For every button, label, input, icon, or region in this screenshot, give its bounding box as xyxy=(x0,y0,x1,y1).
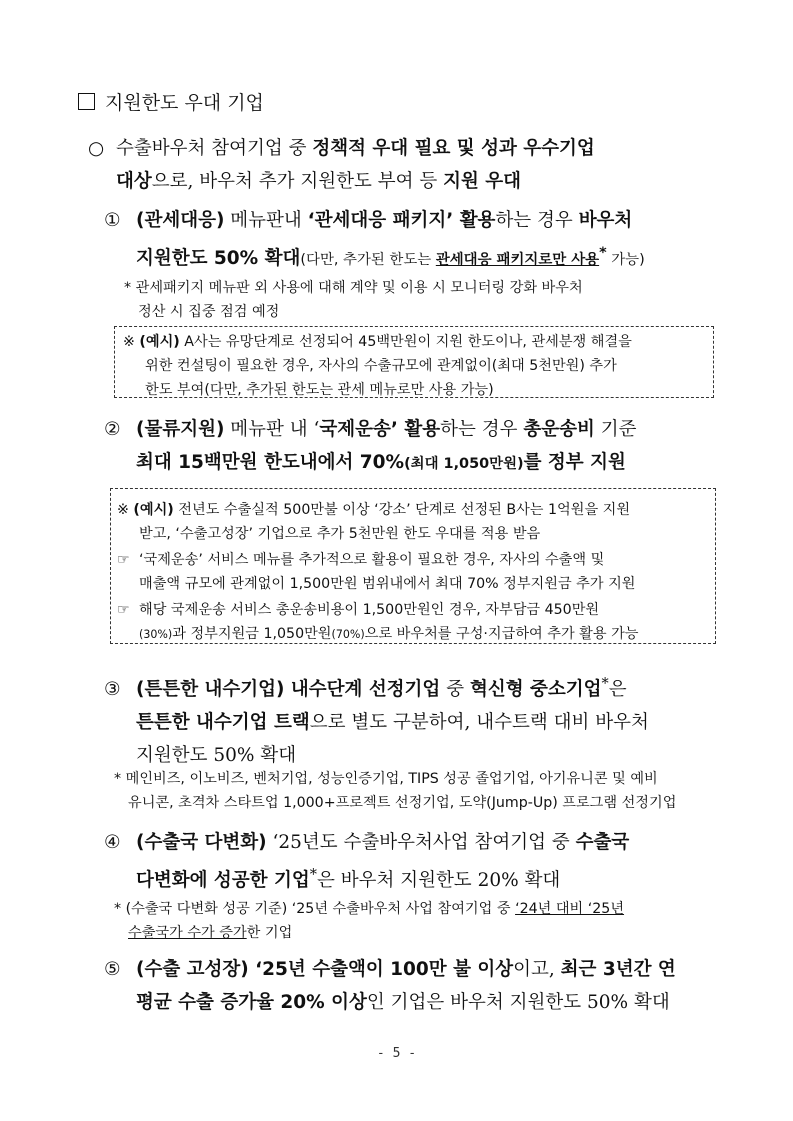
example-box-customs: ※ (예시) A사는 유망단계로 선정되어 45백만원이 지원 한도이나, 관세분쟁 해결을 위한 컨설팅이 필요한 경우, 자사의 수출규모에 관계없이(최대 5천만원) 추가 한도 부여(다만, 추가된 한도는 관세 메뉴로만 사용 가능) xyxy=(114,326,714,398)
section-title-text: 지원한도 우대 기업 xyxy=(105,92,264,114)
item-number: ⑤ xyxy=(104,959,121,980)
section-title xyxy=(78,88,793,118)
pointing-hand-icon: ☞ xyxy=(117,552,130,568)
pointing-hand-icon: ☞ xyxy=(117,602,130,618)
item-number: ② xyxy=(104,419,121,440)
item-customs-response: ① (관세대응) 메뉴판내 ‘관세대응 패키지’ 활용하는 경우 바우처 지원한도 50% 확대(다만, 추가된 한도는 관세대응 패키지로만 사용* 가능) xyxy=(104,204,720,277)
item-logistics-support: ② (물류지원) 메뉴판 내 ‘국제운송’ 활용하는 경우 총운송비 기준 최대 15백만원 한도내에서 70%(최대 1,050만원)를 정부 지원 xyxy=(104,413,720,481)
item-number: ④ xyxy=(104,832,121,853)
example-box-logistics: ※ (예시) 전년도 수출실적 500만불 이상 ‘강소’ 단계로 선정된 B사는 1억원을 지원 받고, ‘수출고성장’ 기업으로 추가 5천만원 한도 우대를 적용 받음 ☞ ‘국제운송’ 서비스 메뉴를 추가적으로 활용이 필요한 경우, 자사의 수출액 및 매출액 규모에 관계없이 1,500만원 범위내에서 최대 70% 정부지원금 추가 지원 ☞ 해당 국제운송 서비스 총운송비용이 1,500만원인 경우, 자부담금 450만원 (30%)과 정부지원금 1,050만원(70%)으로 바우처를 구성·지급하여 추가 활용 가능 xyxy=(110,488,716,644)
item-domestic-companies: ③ (튼튼한 내수기업) 내수단계 선정기업 중 혁신형 중소기업*은 튼튼한 내수기업 트랙으로 별도 구분하여, 내수트랙 대비 바우처 지원한도 50% 확대 xyxy=(104,668,720,772)
intro-paragraph: ○ 수출바우처 참여기업 중 정책적 우대 필요 및 성과 우수기업 대상으로, 바우처 추가 지원한도 부여 등 지원 우대 xyxy=(88,132,718,198)
item-export-diversification: ④ (수출국 다변화) ‘25년도 수출바우처사업 참여기업 중 수출국 다변화에 성공한 기업*은 바우처 지원한도 20% 확대 xyxy=(104,826,720,897)
footnote-customs-package: * 관세패키지 메뉴판 외 사용에 대해 계약 및 이용 시 모니터링 강화 바우처 정산 시 집중 점검 예정 xyxy=(124,280,583,320)
page-number: - 5 - xyxy=(376,1046,417,1061)
footnote-innovative-smes: * 메인비즈, 이노비즈, 벤처기업, 성능인증기업, TIPS 성공 졸업기업, 아기유니콘 및 예비 유니콘, 초격차 스타트업 1,000+프로젝트 선정기업, 도약(Jump-Up) 프로그램 선정기업 xyxy=(114,771,677,811)
item-number: ③ xyxy=(104,679,121,701)
circle-bullet-icon: ○ xyxy=(88,138,105,159)
item-export-high-growth: ⑤ (수출 고성장) ‘25년 수출액이 100만 불 이상이고, 최근 3년간 연 평균 수출 증가율 20% 이상인 기업은 바우처 지원한도 50% 확대 xyxy=(104,953,720,1019)
item-number: ① xyxy=(104,210,121,231)
checkbox-square-icon xyxy=(78,93,95,110)
footnote-diversification-criteria: * (수출국 다변화 성공 기준) ‘25년 수출바우처 사업 참여기업 중 ‘24년 대비 ‘25년 수출국가 수가 증가한 기업 xyxy=(114,901,625,941)
